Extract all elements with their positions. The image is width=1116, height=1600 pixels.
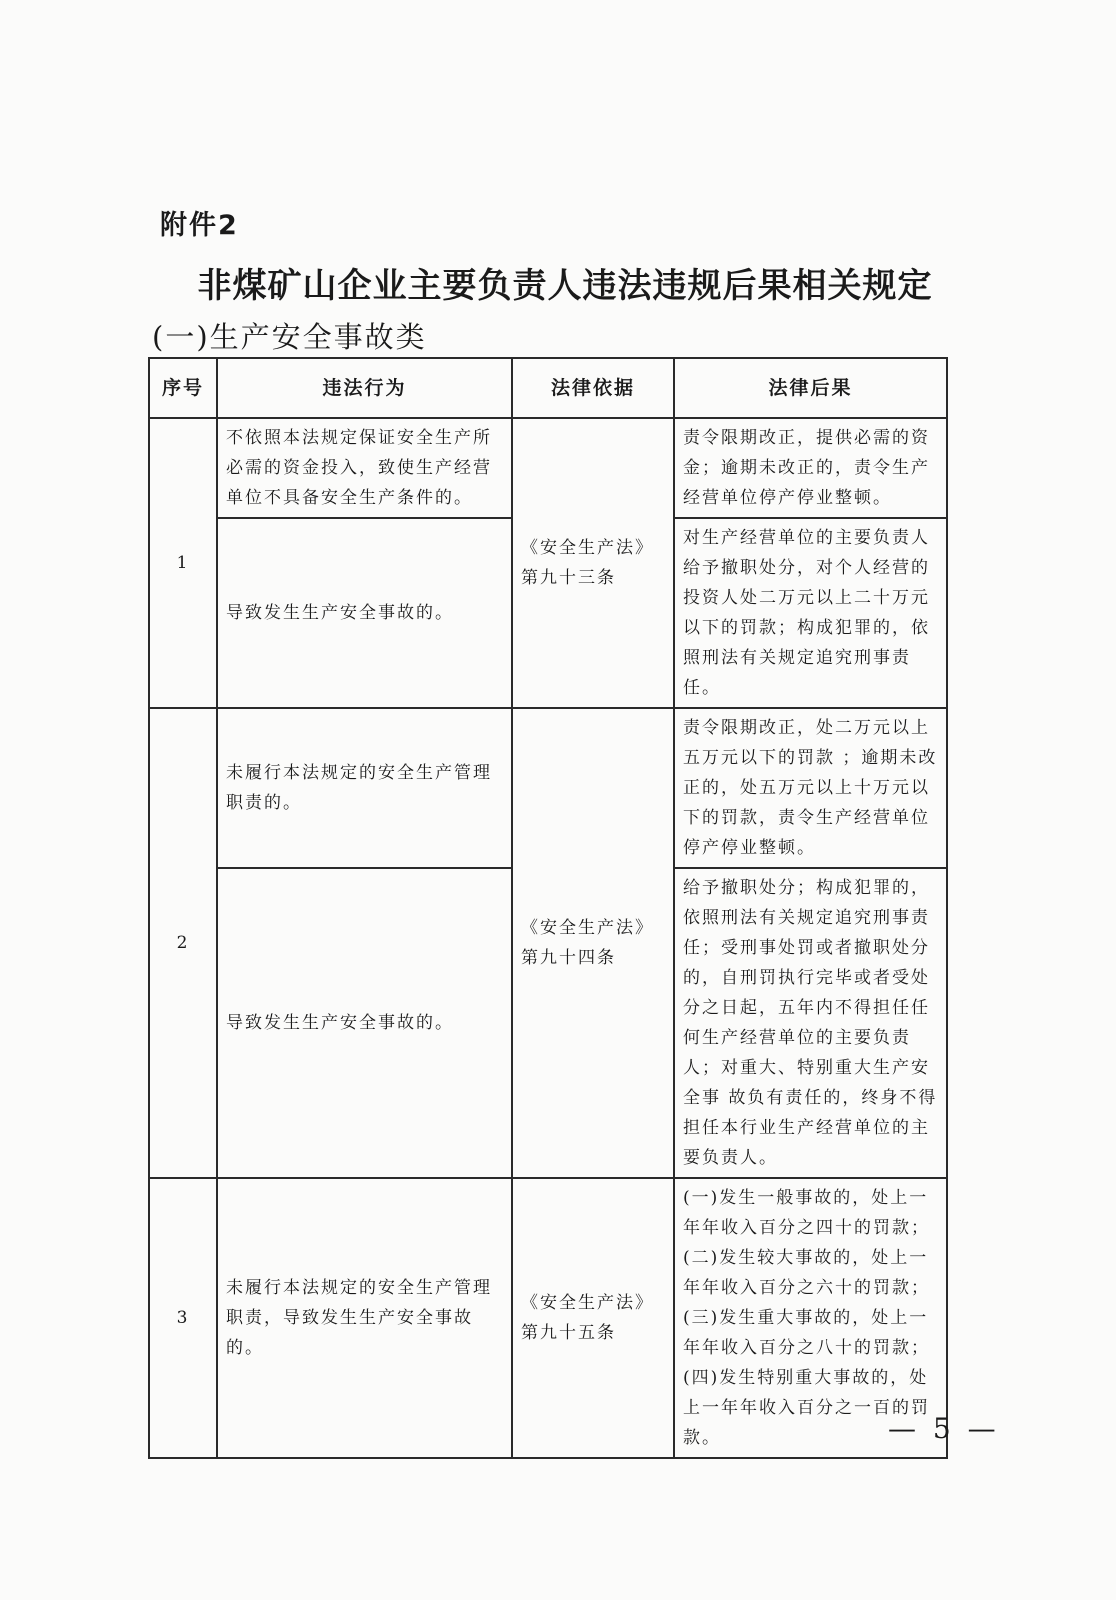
row-consequence: 对生产经营单位的主要负责人给予撤职处分，对个人经营的投资人处二万元以上二十万元以下的罚款；构成犯罪的，依照刑法有关规定追究刑事责任。 xyxy=(674,518,947,708)
page-number: — 5 — xyxy=(888,1412,1000,1445)
row-seq: 2 xyxy=(149,708,217,1178)
row-act: 导致发生生产安全事故的。 xyxy=(217,868,512,1178)
table-row xyxy=(149,708,947,868)
header-act: 违法行为 xyxy=(217,358,512,418)
row-consequence: (一)发生一般事故的，处上一年年收入百分之四十的罚款；(二)发生较大事故的，处上一年年收入百分之六十的罚款；(三)发生重大事故的，处上一年年收入百分之八十的罚款；(四)发生特别重大事故的，处上一年年收入百分之一百的罚款。 xyxy=(674,1178,947,1458)
row-basis: 《安全生产法》第九十三条 xyxy=(512,418,674,708)
row-act: 未履行本法规定的安全生产管理职责的。 xyxy=(217,708,512,868)
row-act: 未履行本法规定的安全生产管理职责，导致发生生产安全事故的。 xyxy=(217,1178,512,1458)
document-title: 非煤矿山企业主要负责人违法违规后果相关规定 xyxy=(197,266,933,306)
row-seq: 1 xyxy=(149,418,217,708)
section-heading: (一)生产安全事故类 xyxy=(152,320,427,354)
table-header-row xyxy=(149,358,947,418)
row-consequence: 责令限期改正，提供必需的资金；逾期未改正的，责令生产经营单位停产停业整顿。 xyxy=(674,418,947,518)
row-act: 导致发生生产安全事故的。 xyxy=(217,518,512,708)
row-consequence: 给予撤职处分；构成犯罪的，依照刑法有关规定追究刑事责任；受刑事处罚或者撤职处分的，自刑罚执行完毕或者受处分之日起，五年内不得担任任何生产经营单位的主要负责人；对重大、特别重大生产安全事 故负有责任的，终身不得担任本行业生产经营单位的主要负责人。 xyxy=(674,868,947,1178)
header-basis: 法律依据 xyxy=(512,358,674,418)
table-row xyxy=(149,1178,947,1458)
header-seq: 序号 xyxy=(149,358,217,418)
table-row xyxy=(149,418,947,518)
row-basis: 《安全生产法》第九十四条 xyxy=(512,708,674,1178)
row-act: 不依照本法规定保证安全生产所必需的资金投入，致使生产经营单位不具备安全生产条件的。 xyxy=(217,418,512,518)
row-basis: 《安全生产法》第九十五条 xyxy=(512,1178,674,1458)
row-consequence: 责令限期改正，处二万元以上五万元以下的罚款 ；逾期未改正的，处五万元以上十万元以下的罚款，责令生产经营单位停产停业整顿。 xyxy=(674,708,947,868)
row-seq: 3 xyxy=(149,1178,217,1458)
attachment-label: 附件2 xyxy=(160,210,239,241)
header-consequence: 法律后果 xyxy=(674,358,947,418)
regulation-table xyxy=(148,357,948,1459)
